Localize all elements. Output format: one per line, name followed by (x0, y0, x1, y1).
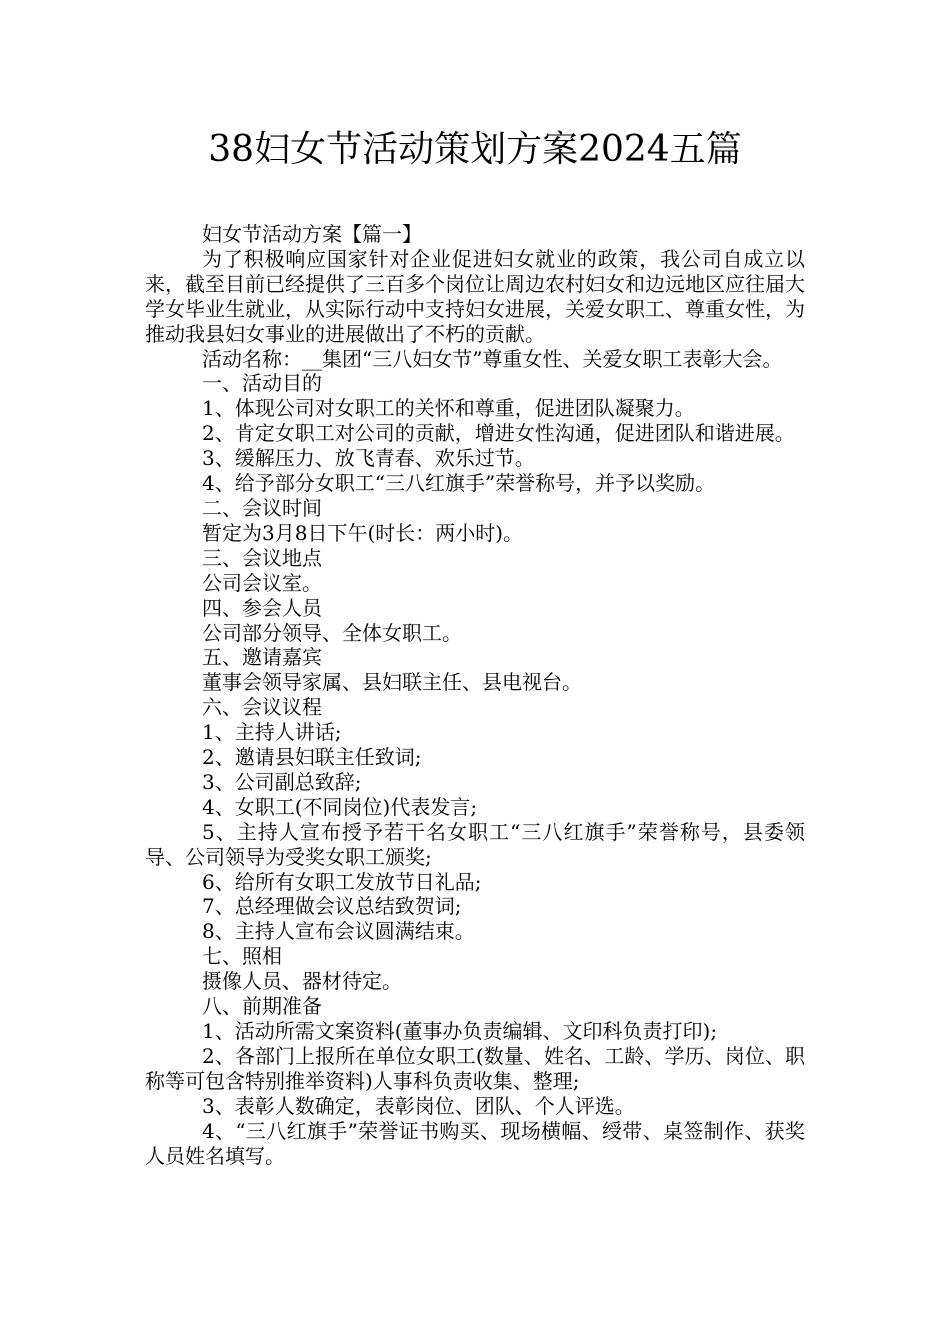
list-item: 2、各部门上报所在单位女职工(数量、姓名、工龄、学历、岗位、职称等可包含特别推举资料)人事科负责收集、整理; (145, 1043, 805, 1093)
document-title: 38妇女节活动策划方案2024五篇 (208, 129, 742, 170)
list-item: 5、主持人宣布授予若干名女职工“三八红旗手”荣誉称号，县委领导、公司领导为受奖女职工颁奖; (145, 819, 805, 869)
document-body (145, 222, 805, 1168)
list-item: 3、表彰人数确定，表彰岗位、团队、个人评选。 (202, 1093, 635, 1118)
paragraph: 董事会领导家属、县妇联主任、县电视台。 (202, 670, 582, 695)
list-item: 3、公司副总致辞; (202, 769, 362, 794)
list-item: 4、女职工(不同岗位)代表发言; (202, 794, 478, 819)
list-item: 6、给所有女职工发放节日礼品; (202, 869, 482, 894)
section-heading: 三、会议地点 (202, 545, 322, 570)
list-item: 8、主持人宣布会议圆满结束。 (202, 919, 475, 944)
paragraph: 为了积极响应国家针对企业促进妇女就业的政策，我公司自成立以来，截至目前已经提供了三百多个岗位让周边农村妇女和边远地区应往届大学女毕业生就业，从实际行动中支持妇女进展，关爱女职工、尊重女性，为推动我县妇女事业的进展做出了不朽的贡献。 (145, 246, 805, 346)
paragraph: 摄像人员、器材待定。 (202, 969, 402, 994)
section-heading: 五、邀请嘉宾 (202, 645, 322, 670)
list-item: 2、邀请县妇联主任致词; (202, 745, 422, 770)
section-heading: 妇女节活动方案【篇一】 (202, 222, 422, 246)
list-item: 1、活动所需文案资料(董事办负责编辑、文印科负责打印); (202, 1019, 718, 1043)
list-item: 4、给予部分女职工“三八红旗手”荣誉称号，并予以奖励。 (202, 471, 716, 496)
section-heading: 四、参会人员 (202, 595, 322, 620)
list-item: 3、缓解压力、放飞青春、欢乐过节。 (202, 446, 535, 471)
paragraph: 活动名称：__集团“三八妇女节”尊重女性、关爱女职工表彰大会。 (202, 346, 783, 371)
paragraph: 公司会议室。 (202, 570, 322, 595)
section-heading: 二、会议时间 (202, 495, 322, 520)
list-item: 1、体现公司对女职工的关怀和尊重，促进团队凝聚力。 (202, 396, 695, 421)
section-heading: 七、照相 (202, 944, 282, 969)
list-item: 4、“三八红旗手”荣誉证书购买、现场横幅、绶带、桌签制作、获奖人员姓名填写。 (145, 1118, 805, 1168)
list-item: 7、总经理做会议总结致贺词; (202, 894, 462, 919)
list-item: 1、主持人讲话; (202, 720, 342, 745)
list-item: 2、肯定女职工对公司的贡献，增进女性沟通，促进团队和谐进展。 (202, 421, 795, 446)
paragraph: 暂定为3月8日下午(时长：两小时)。 (202, 520, 524, 545)
section-heading: 八、前期准备 (202, 994, 322, 1019)
section-heading: 一、活动目的 (202, 371, 322, 396)
paragraph: 公司部分领导、全体女职工。 (202, 620, 462, 645)
section-heading: 六、会议议程 (202, 695, 322, 720)
